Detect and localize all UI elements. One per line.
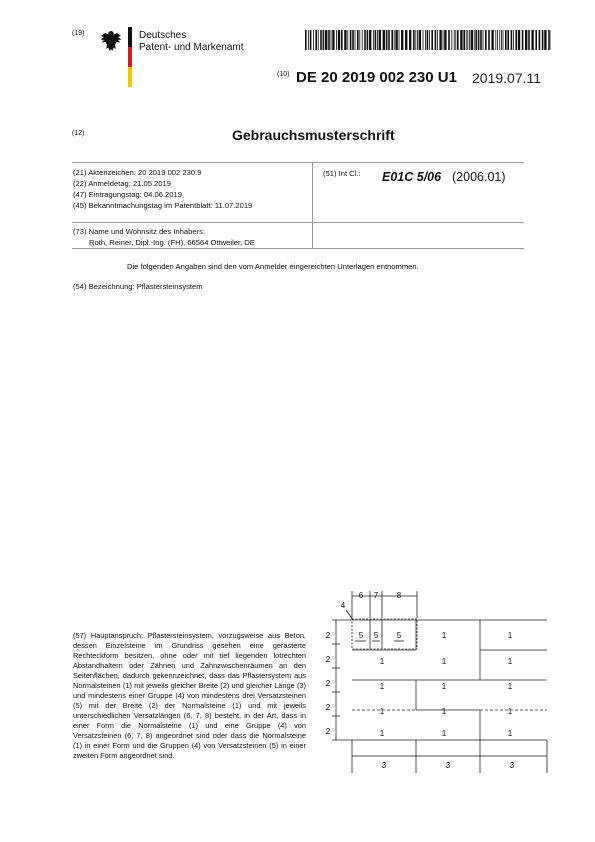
office-name-line2: Patent- und Markenamt <box>139 42 244 53</box>
cell-label: 1 <box>379 729 385 738</box>
rule-top <box>72 162 524 163</box>
barcode-bar <box>341 30 343 50</box>
rule-vertical-bib <box>312 162 313 248</box>
barcode-bar <box>451 30 452 50</box>
barcode-bar <box>495 30 496 50</box>
side-dim-label: 2 <box>325 727 331 736</box>
cell-label: 1 <box>507 707 513 716</box>
barcode-bar <box>443 30 444 50</box>
barcode-bar <box>460 30 462 50</box>
barcode-bar <box>395 30 397 50</box>
cell-label: 1 <box>379 682 385 691</box>
barcode-bar <box>364 30 366 50</box>
ipc-label: (51) Int Cl.: <box>323 169 361 178</box>
barcode-bar <box>474 30 475 50</box>
office-name-line1: Deutsches <box>139 30 187 41</box>
main-claim: (57) Hauptanspruch: Pflastersteinsystem, vorzugsweise aus Beton, dessen Einzelsteine im Grundriss gesehen eine gerasterte Rechteckform besitzen, ohne oder mit tief liegenden lotrechten Abstandhaltern oder Zähnen und Zahnzwischenräumen an den Seitenflächen, dadurch gekennzeichnet, dass das Pflastersystem aus Normalsteinen (1) mit jeweils gleicher Breite (2) und gleicher Länge (3) und mindestens einer Gruppe (4) von mindestens drei Versatzsteinen (5) mit der Breite (2) der Normalsteine (1) und mit jeweils unterschiedlichen Versatzlängen (6, 7, 8) besteht, in der Art, dass in einer Form die Normalsteine (1) und eine Gruppe (4) von Versatzsteinen (6, 7, 8) angeordnet sind oder dass die Normalsteine (1) in einer Form und die Gruppen (4) von Versatzsteinen (5) in einer zweiten Form angeordnet sind. <box>73 631 306 760</box>
dim-label-6: 6 <box>358 591 364 600</box>
publication-date: 2019.07.11 <box>472 70 542 86</box>
barcode-bar <box>386 30 388 50</box>
barcode-bar <box>417 30 418 50</box>
barcode-bar <box>413 30 415 50</box>
barcode-bar <box>305 30 307 50</box>
barcode-bar <box>347 30 348 50</box>
side-dim-label: 2 <box>325 631 331 640</box>
barcode-bar <box>328 30 330 50</box>
federal-eagle-icon <box>99 29 123 55</box>
barcode-bar <box>467 30 468 50</box>
barcode-bar <box>511 30 513 50</box>
barcode-bar <box>409 30 411 50</box>
side-dim-label: 2 <box>325 655 331 664</box>
flag-stripe-black <box>128 27 132 47</box>
barcode-bar <box>388 30 390 50</box>
cell-label: 1 <box>379 707 385 716</box>
barcode-bar <box>336 30 337 50</box>
barcode-bar <box>399 30 400 50</box>
notice-text: Die folgenden Angaben sind den vom Anmelder eingereichten Unterlagen entnommen. <box>127 262 419 271</box>
barcode-bar <box>480 30 482 50</box>
cell-label: 1 <box>507 729 513 738</box>
barcode-bar <box>379 30 381 50</box>
publication-number: DE 20 2019 002 230 U1 <box>296 69 457 86</box>
barcode-bar <box>471 30 473 50</box>
barcode-bar <box>315 30 317 50</box>
barcode-bar <box>405 30 407 50</box>
barcode-bar <box>507 30 509 50</box>
ipc-version: (2006.01) <box>452 170 506 184</box>
cell-label: 1 <box>441 682 447 691</box>
barcode-bar <box>548 30 550 50</box>
side-dim-label: 2 <box>325 679 331 688</box>
bottom-dim-label: 3 <box>381 761 387 770</box>
barcode-bar <box>429 30 430 50</box>
barcode-bar <box>394 30 395 50</box>
cell-label: 5 <box>358 631 364 640</box>
cell-label: 1 <box>441 729 447 738</box>
cell-label: 1 <box>441 657 447 666</box>
dim-label-7: 7 <box>373 591 379 600</box>
barcode-bar <box>338 30 340 50</box>
barcode-bar <box>501 30 502 50</box>
barcode-bar <box>425 30 426 50</box>
barcode-bar <box>444 30 446 50</box>
dim-label-8: 8 <box>396 591 402 600</box>
barcode-bar <box>499 30 500 50</box>
barcode-bar <box>435 30 437 50</box>
cell-label: 1 <box>441 631 447 640</box>
barcode-bar <box>497 30 498 50</box>
barcode-bar <box>373 30 374 50</box>
cell-label: 1 <box>507 682 513 691</box>
barcode-bar <box>391 30 393 50</box>
barcode-bar <box>362 30 363 50</box>
barcode-bar <box>485 30 487 50</box>
cell-label: 1 <box>441 707 447 716</box>
cell-label: 1 <box>507 631 513 640</box>
barcode-bar <box>544 30 546 50</box>
barcode-bar <box>478 30 480 50</box>
flag-stripe-gold <box>128 67 132 87</box>
barcode-bar <box>513 30 514 50</box>
paver-layout-figure <box>322 588 550 788</box>
designation: (54) Bezeichnung: Pflastersteinsystem <box>73 282 203 291</box>
barcode <box>305 30 551 50</box>
barcode-bar <box>383 30 385 50</box>
inid-code-10: (10) <box>277 71 290 78</box>
barcode-bar <box>488 30 490 50</box>
barcode-bar <box>415 30 416 50</box>
barcode-bar <box>437 30 438 50</box>
bottom-dim-label: 3 <box>445 761 451 770</box>
owner-label: (73) Name und Wohnsitz des Inhabers: <box>73 227 205 236</box>
barcode-bar <box>401 30 403 50</box>
barcode-bar <box>539 30 541 50</box>
barcode-bar <box>463 30 465 50</box>
barcode-bar <box>542 30 544 50</box>
barcode-bar <box>505 30 507 50</box>
barcode-bar <box>369 30 371 50</box>
barcode-bar <box>531 30 533 50</box>
rule-middle <box>72 222 524 223</box>
flag-stripe-red <box>128 47 132 67</box>
barcode-bar <box>522 30 524 50</box>
cell-label: 1 <box>379 657 385 666</box>
barcode-bar <box>308 30 309 50</box>
barcode-bar <box>454 30 455 50</box>
barcode-bar <box>455 30 456 50</box>
barcode-bar <box>419 30 421 50</box>
application-number: (21) Aktenzeichen: 20 2019 002 230.9 <box>73 168 202 177</box>
filing-date: (22) Anmeldetag: 21.05.2019 <box>73 179 171 188</box>
barcode-bar <box>355 30 356 50</box>
publication-notice-date: (45) Bekanntmachungstag im Patentblatt: 11.07.2019 <box>73 201 253 210</box>
barcode-bar <box>427 30 429 50</box>
barcode-bar <box>535 30 537 50</box>
owner-value: Roth, Reiner, Dipl.-Ing. (FH), 66564 Ottweiler, DE <box>89 238 255 247</box>
inid-code-19: (19) <box>72 30 85 37</box>
barcode-bar <box>357 30 359 50</box>
barcode-bar <box>483 30 484 50</box>
barcode-bar <box>515 30 517 50</box>
barcode-bar <box>359 30 360 50</box>
barcode-bar <box>491 30 493 50</box>
barcode-bar <box>325 30 327 50</box>
barcode-bar <box>320 30 322 50</box>
barcode-bar <box>350 30 352 50</box>
barcode-bar <box>448 30 450 50</box>
barcode-bar <box>344 30 346 50</box>
bottom-dim-label: 3 <box>509 761 515 770</box>
cell-label: 1 <box>507 657 513 666</box>
side-dim-label: 2 <box>325 703 331 712</box>
barcode-bar <box>318 30 319 50</box>
ipc-class: E01C 5/06 <box>382 170 442 184</box>
document-type-title: Gebrauchsmusterschrift <box>232 127 395 143</box>
barcode-bar <box>431 30 433 50</box>
barcode-bar <box>352 30 354 50</box>
barcode-bar <box>528 30 530 50</box>
barcode-bar <box>503 30 504 50</box>
rule-bottom <box>72 248 524 249</box>
cell-label: 5 <box>396 631 402 640</box>
barcode-bar <box>313 30 314 50</box>
barcode-bar <box>377 30 378 50</box>
cell-label: 5 <box>373 631 379 640</box>
barcode-bar <box>375 30 377 50</box>
barcode-bar <box>466 30 467 50</box>
barcode-bar <box>367 30 369 50</box>
barcode-bar <box>331 30 332 50</box>
barcode-bar <box>475 30 477 50</box>
barcode-bar <box>310 30 312 50</box>
registration-date: (47) Eintragungstag: 04.06.2019 <box>73 190 182 199</box>
barcode-bar <box>518 30 520 50</box>
barcode-bar <box>423 30 424 50</box>
group-label-4: 4 <box>340 601 346 610</box>
barcode-bar <box>439 30 441 50</box>
barcode-bar <box>323 30 325 50</box>
inid-code-12: (12) <box>72 130 85 137</box>
barcode-bar <box>332 30 334 50</box>
barcode-bar <box>469 30 470 50</box>
barcode-bar <box>525 30 527 50</box>
barcode-bar <box>457 30 459 50</box>
